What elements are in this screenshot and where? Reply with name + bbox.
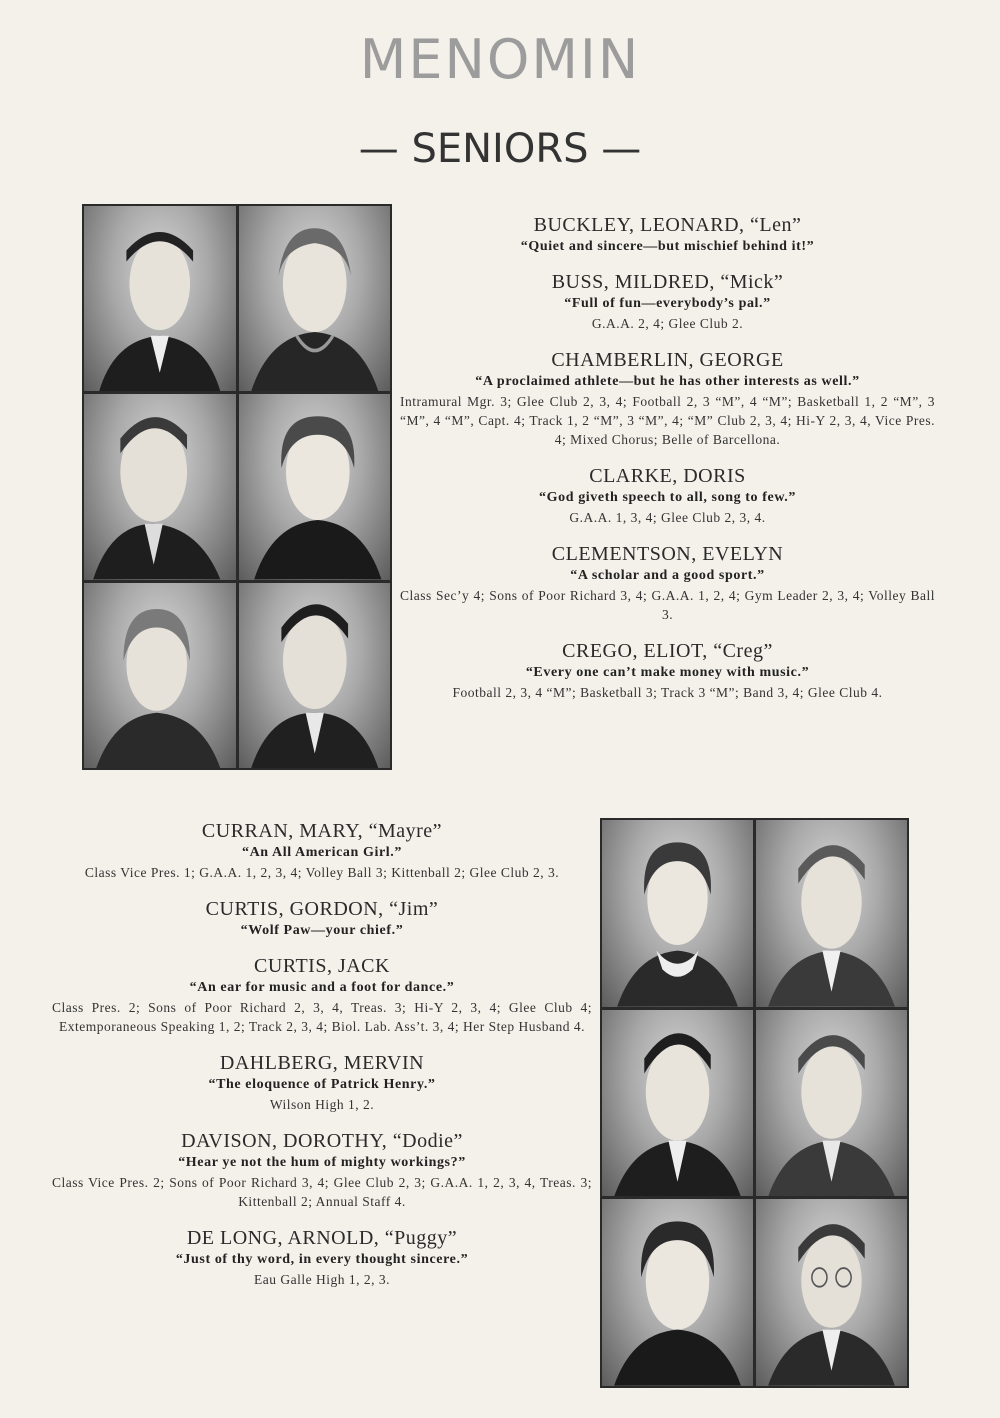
- portrait-photo: [84, 394, 236, 579]
- senior-name: CHAMBERLIN, GEORGE: [551, 349, 784, 371]
- portrait-photo: [602, 820, 753, 1007]
- portrait-photo: [239, 394, 391, 579]
- senior-activities: Class Vice Pres. 1; G.A.A. 1, 2, 3, 4; Volley Ball 3; Kittenball 2; Glee Club 2, 3.: [84, 865, 560, 880]
- senior-entry: [52, 898, 592, 939]
- senior-quote: “A scholar and a good sport.”: [570, 568, 765, 583]
- senior-name: DE LONG, ARNOLD, “Puggy”: [186, 1227, 458, 1249]
- senior-entry: [400, 640, 935, 702]
- senior-entry: [400, 214, 935, 255]
- senior-quote: “The eloquence of Patrick Henry.”: [208, 1077, 436, 1092]
- senior-name: DAVISON, DOROTHY, “Dodie”: [181, 1130, 463, 1152]
- portrait-photo: [84, 206, 236, 391]
- senior-quote: “Every one can’t make money with music.”: [525, 665, 810, 680]
- senior-name: CURTIS, JACK: [254, 955, 390, 977]
- senior-activities: Eau Galle High 1, 2, 3.: [254, 1272, 390, 1287]
- senior-activities: Intramural Mgr. 3; Glee Club 2, 3, 4; Football 2, 3 “M”, 4 “M”; Basketball 1, 2 “M”, 3 “M”, 4 “M”, Capt. 4; Track 1, 2 “M”, 3 “M”, 4; “M” Club 2, 3, 4; Hi-Y 2, 3, 4, Vice Pres. 4; Mixed Chorus; Belle of Barcellona.: [400, 394, 935, 447]
- senior-quote: “An ear for music and a foot for dance.”: [189, 980, 455, 995]
- top-photo-grid: [82, 204, 392, 770]
- senior-quote: “God giveth speech to all, song to few.”: [539, 490, 796, 505]
- senior-name: BUCKLEY, LEONARD, “Len”: [533, 214, 802, 236]
- senior-entry: [400, 271, 935, 333]
- senior-quote: “An All American Girl.”: [241, 845, 402, 860]
- senior-name: BUSS, MILDRED, “Mick”: [551, 271, 784, 293]
- senior-quote: “Quiet and sincere—but mischief behind it!”: [520, 239, 815, 254]
- senior-name: CREGO, ELIOT, “Creg”: [562, 640, 773, 662]
- senior-entry: [52, 1130, 592, 1211]
- portrait-photo: [756, 820, 907, 1007]
- senior-quote: “Wolf Paw—your chief.”: [240, 923, 404, 938]
- portrait-photo: [239, 206, 391, 391]
- senior-entry: [400, 349, 935, 449]
- top-entries: [400, 214, 935, 718]
- portrait-photo: [602, 1010, 753, 1197]
- senior-activities: Class Sec’y 4; Sons of Poor Richard 3, 4; G.A.A. 1, 2, 4; Gym Leader 2, 3, 4; Volley Ball 3.: [400, 588, 935, 622]
- portrait-photo: [602, 1199, 753, 1386]
- senior-activities: Class Vice Pres. 2; Sons of Poor Richard 3, 4; Glee Club 2, 3; G.A.A. 1, 2, 3, 4, Treas. 3; Kittenball 2; Annual Staff 4.: [52, 1175, 592, 1209]
- senior-quote: “Hear ye not the hum of mighty workings?”: [178, 1155, 466, 1170]
- portrait-photo: [84, 583, 236, 768]
- senior-name: CLARKE, DORIS: [589, 465, 746, 487]
- senior-quote: “Just of thy word, in every thought sincere.”: [175, 1252, 469, 1267]
- yearbook-masthead: MENOMIN: [359, 28, 641, 91]
- senior-activities: G.A.A. 1, 3, 4; Glee Club 2, 3, 4.: [569, 510, 766, 525]
- senior-entry: [52, 820, 592, 882]
- section-title: — SENIORS —: [358, 126, 642, 172]
- senior-activities: Wilson High 1, 2.: [269, 1097, 375, 1112]
- senior-quote: “Full of fun—everybody’s pal.”: [564, 296, 771, 311]
- senior-name: CURRAN, MARY, “Mayre”: [201, 820, 443, 842]
- senior-entry: [52, 1227, 592, 1289]
- senior-activities: Class Pres. 2; Sons of Poor Richard 2, 3, 4, Treas. 3; Hi-Y 2, 3, 4; Glee Club 4; Extemporaneous Speaking 1, 2; Track 2, 3, 4; Biol. Lab. Ass’t. 3, 4; Her Step Husband 4.: [52, 1000, 592, 1034]
- senior-entry: [52, 955, 592, 1036]
- senior-name: CLEMENTSON, EVELYN: [551, 543, 784, 565]
- senior-activities: Football 2, 3, 4 “M”; Basketball 3; Track 3 “M”; Band 3, 4; Glee Club 4.: [452, 685, 883, 700]
- senior-activities: G.A.A. 2, 4; Glee Club 2.: [591, 316, 744, 331]
- portrait-photo: [239, 583, 391, 768]
- senior-entry: [52, 1052, 592, 1114]
- senior-entry: [400, 543, 935, 624]
- senior-quote: “A proclaimed athlete—but he has other interests as well.”: [475, 374, 860, 389]
- senior-name: CURTIS, GORDON, “Jim”: [205, 898, 439, 920]
- portrait-photo: [756, 1199, 907, 1386]
- bottom-entries: [52, 820, 592, 1305]
- senior-name: DAHLBERG, MERVIN: [219, 1052, 425, 1074]
- bottom-photo-grid: [600, 818, 909, 1388]
- portrait-photo: [756, 1010, 907, 1197]
- senior-entry: [400, 465, 935, 527]
